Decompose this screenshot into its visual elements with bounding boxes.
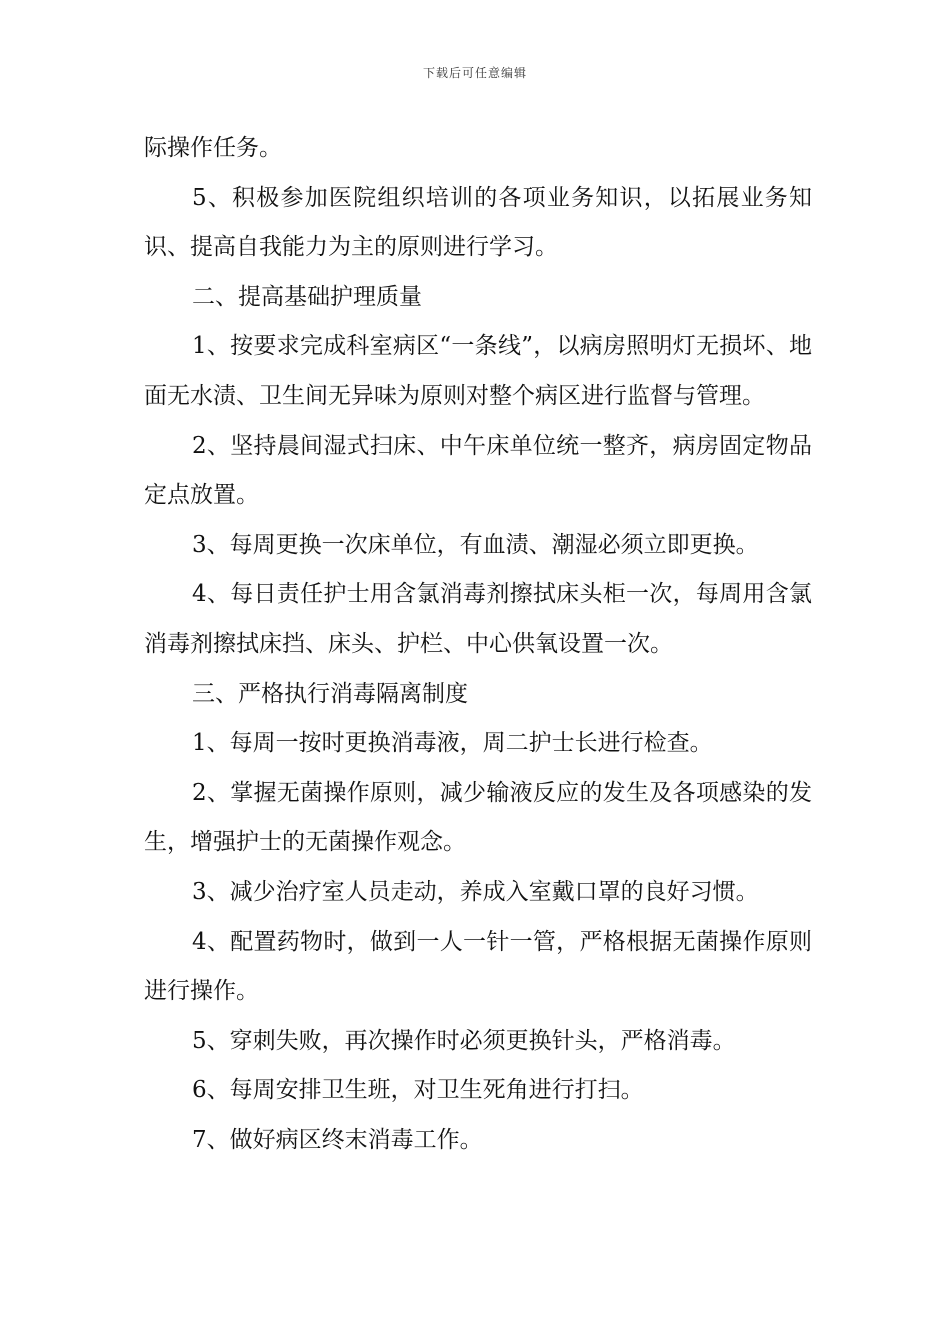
paragraph-item: 6、每周安排卫生班，对卫生死角进行打扫。 bbox=[192, 1077, 644, 1104]
paragraph-item: 5、积极参加医院组织培训的各项业务知识，以拓展业务知识、提高自我能力为主的原则进行学习。 bbox=[144, 184, 812, 261]
paragraph-item: 7、做好病区终末消毒工作。 bbox=[192, 1126, 483, 1153]
paragraph-item: 2、坚持晨间湿式扫床、中午床单位统一整齐，病房固定物品定点放置。 bbox=[144, 432, 812, 509]
paragraph-item: 4、每日责任护士用含氯消毒剂擦拭床头柜一次，每周用含氯消毒剂擦拭床挡、床头、护栏、中心供氧设置一次。 bbox=[144, 581, 812, 657]
paragraph-item: 4、配置药物时，做到一人一针一管，严格根据无菌操作原则进行操作。 bbox=[144, 928, 812, 1005]
paragraph-item: 2、掌握无菌操作原则，减少输液反应的发生及各项感染的发生，增强护士的无菌操作观念。 bbox=[144, 779, 812, 856]
paragraph-item: 1、按要求完成科室病区“一条线”，以病房照明灯无损坏、地面无水渍、卫生间无异味为原则对整个病区进行监督与管理。 bbox=[144, 333, 812, 409]
paragraph-item: 1、每周一按时更换消毒液，周二护士长进行检查。 bbox=[192, 730, 713, 757]
section-heading: 三、严格执行消毒隔离制度 bbox=[192, 680, 468, 707]
paragraph-item: 5、穿刺失败，再次操作时必须更换针头，严格消毒。 bbox=[192, 1027, 736, 1054]
section-heading: 二、提高基础护理质量 bbox=[192, 283, 422, 310]
header-note: 下载后可任意编辑 bbox=[422, 66, 527, 80]
paragraph-item: 3、减少治疗室人员走动，养成入室戴口罩的良好习惯。 bbox=[192, 878, 759, 905]
document-body bbox=[144, 124, 812, 1165]
paragraph-continuation: 际操作任务。 bbox=[144, 135, 282, 161]
paragraph-item: 3、每周更换一次床单位，有血渍、潮湿必须立即更换。 bbox=[192, 531, 759, 558]
